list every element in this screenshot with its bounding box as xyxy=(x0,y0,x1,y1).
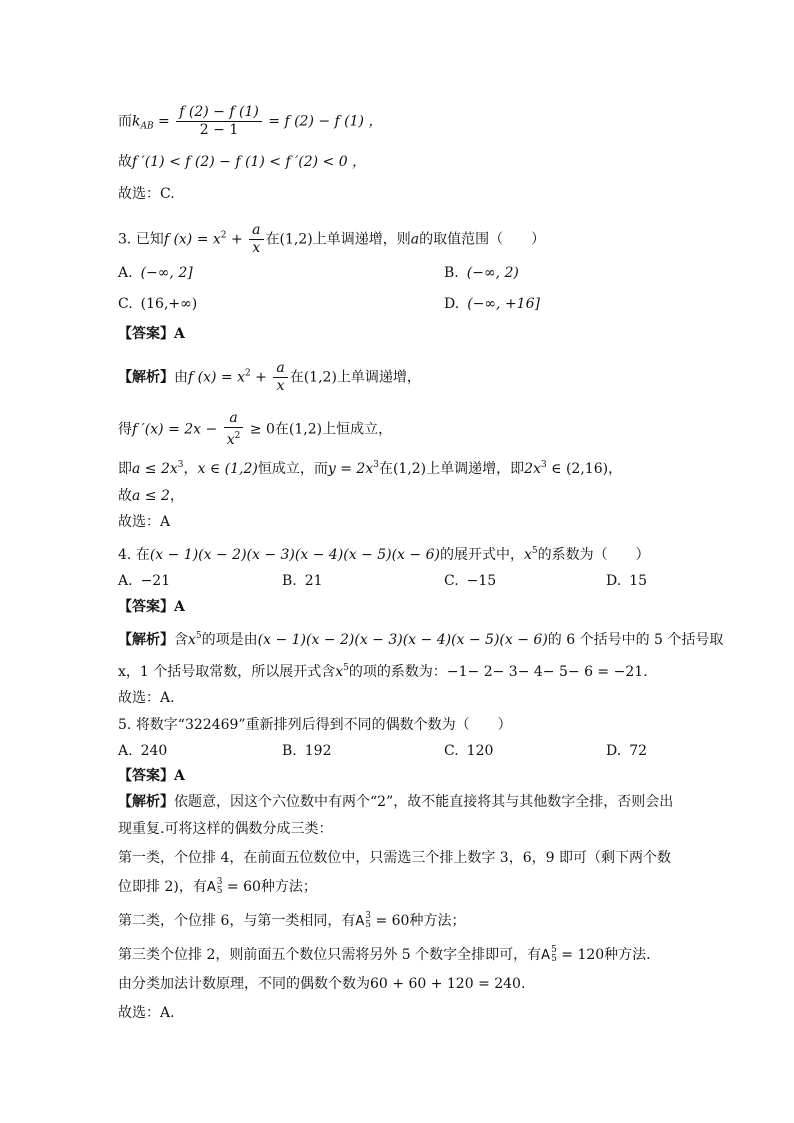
q3-option-b xyxy=(444,263,519,283)
option-value: (−∞, +16] xyxy=(467,296,540,312)
math: x xyxy=(335,664,344,680)
frac-num: a xyxy=(224,410,244,428)
analysis-tag: 【解析】 xyxy=(118,632,174,648)
q5-analysis-6 xyxy=(118,945,651,966)
text: 种方法. xyxy=(604,947,651,963)
q5-stem xyxy=(118,715,512,735)
q3-analysis-3 xyxy=(118,455,622,479)
analysis-tag: 【解析】 xyxy=(118,369,174,386)
option-value: −21 xyxy=(140,573,171,589)
option-label: A. xyxy=(118,265,133,281)
fraction xyxy=(273,360,287,395)
sup: 2 xyxy=(234,431,241,441)
sup: 5 xyxy=(343,663,349,673)
text: 将数字“322469”重新排列后得到不同的偶数个数为（ ） xyxy=(135,717,512,733)
q5-option-c xyxy=(444,741,493,761)
q3-stem xyxy=(118,222,545,257)
option-value: −15 xyxy=(466,573,497,589)
math-sub: AB xyxy=(140,121,154,132)
sup: 3 xyxy=(177,460,184,470)
sup: 2 xyxy=(244,368,251,379)
option-label: D. xyxy=(444,296,460,312)
text: 在 xyxy=(378,461,393,477)
q5-analysis-5 xyxy=(118,911,465,932)
text: 上单调递增，即 xyxy=(426,461,525,477)
math: (1,2) xyxy=(279,231,313,248)
text: ， xyxy=(608,461,623,477)
sup: 5 xyxy=(195,631,202,641)
text: 上恒成立， xyxy=(322,421,393,438)
q3-analysis-4 xyxy=(118,486,184,506)
text: 而 xyxy=(118,113,132,130)
q3-analysis-2 xyxy=(118,410,392,449)
text: 的展开式中， xyxy=(439,547,524,563)
option-label: C. xyxy=(118,296,133,312)
math: + xyxy=(250,369,272,386)
math: a ≤ 2 xyxy=(132,488,170,504)
frac-num: f (2) − f (1) xyxy=(176,104,262,122)
math: f ′(x) = 2x − xyxy=(132,421,222,438)
math: (x − 1)(x − 2)(x − 3)(x − 4)(x − 5)(x − 6) xyxy=(149,547,440,563)
frac-den: x xyxy=(276,378,285,394)
text: 第二类，个位排 6，与第一类相同，有 xyxy=(118,913,356,929)
text: 即 xyxy=(118,461,132,477)
q3-option-c xyxy=(118,294,197,314)
question-number: 3. xyxy=(118,231,132,248)
math: ∈ (2,16) xyxy=(546,461,609,477)
text: 在 xyxy=(265,231,280,248)
option-value: 192 xyxy=(304,743,332,759)
q4-analysis-1 xyxy=(118,626,723,650)
option-value: (−∞, 2] xyxy=(140,265,193,281)
math: x ∈ (1,2) xyxy=(197,461,258,477)
text: 在 xyxy=(135,547,150,563)
text: 含 xyxy=(174,632,188,648)
option-label: B. xyxy=(444,265,459,281)
sup: 5 xyxy=(531,546,538,556)
text: 依题意，因这个六位数中有两个“2”，故不能直接将其与其他数字全排，否则会出 xyxy=(174,794,674,810)
option-label: D. xyxy=(606,573,622,589)
math: = 60 xyxy=(222,879,261,895)
top-line-1 xyxy=(118,104,382,139)
q5-answer xyxy=(118,766,185,786)
text: 位即排 2)，有 xyxy=(118,879,207,895)
option-label: C. xyxy=(444,743,459,759)
option-label: C. xyxy=(444,573,459,589)
q5-analysis-8: 故选：A. xyxy=(118,1005,175,1021)
sup: 3 xyxy=(540,460,547,470)
math: ≥ 0 xyxy=(245,421,275,438)
answer-tag: 【答案】 xyxy=(118,768,174,784)
q5-analysis-1 xyxy=(118,792,673,812)
answer-tag: 【答案】 xyxy=(118,599,174,615)
option-label: B. xyxy=(282,573,297,589)
q4-analysis-3: 故选：A. xyxy=(118,690,175,706)
math: 2x xyxy=(524,461,541,477)
frac-den xyxy=(224,428,244,449)
text: 的项的系数为：−1− 2− 3− 4− 5− 6 = −21. xyxy=(348,664,648,680)
fraction xyxy=(249,222,263,257)
q3-answer xyxy=(118,324,185,344)
q5-option-d xyxy=(606,741,647,761)
math: (1,2) xyxy=(392,461,427,477)
option-label: D. xyxy=(606,743,622,759)
analysis-tag: 【解析】 xyxy=(118,794,174,810)
answer-tag: 【答案】 xyxy=(118,326,174,342)
q3-analysis-5: 故选：A xyxy=(118,514,171,530)
option-value: 240 xyxy=(140,743,168,759)
text: 得 xyxy=(118,421,132,438)
q4-option-a xyxy=(118,571,170,591)
math: (x − 1)(x − 2)(x − 3)(x − 4)(x − 5)(x − 6) xyxy=(257,632,548,648)
sub: 5 xyxy=(365,920,371,930)
sub: 5 xyxy=(216,886,223,896)
option-value: (16,+∞) xyxy=(140,296,198,312)
text: 由分类加法计数原理，不同的偶数个数为 xyxy=(118,976,370,992)
text: ， xyxy=(183,461,198,477)
text: 上单调递增，则 xyxy=(312,231,411,248)
math: (1,2) xyxy=(288,421,323,438)
text: 的项是由 xyxy=(201,632,258,648)
question-number: 5. xyxy=(118,717,132,733)
math: = 60 xyxy=(371,913,410,929)
math: a ≤ 2x xyxy=(132,461,178,477)
fraction xyxy=(176,104,262,139)
sup: 3 xyxy=(373,460,379,470)
text: 已知 xyxy=(135,231,164,248)
fraction xyxy=(224,410,244,449)
text: 种方法； xyxy=(409,913,466,929)
option-label: A. xyxy=(118,573,133,589)
text: 故 xyxy=(118,488,132,504)
math: f (x) = x xyxy=(163,231,221,248)
text: 第三类个位排 2，则前面五个数位只需将另外 5 个数字全排即可，有 xyxy=(118,947,542,963)
math: y = 2x xyxy=(327,461,374,477)
math: x xyxy=(523,547,532,563)
top-line-2 xyxy=(118,152,366,172)
answer-value: A xyxy=(174,326,185,342)
q5-analysis-7 xyxy=(118,974,525,994)
math: + xyxy=(226,231,248,248)
q4-option-d xyxy=(606,571,647,591)
math-A: A xyxy=(541,948,551,963)
text: . xyxy=(520,976,526,992)
text: 在 xyxy=(289,369,304,386)
text: 上单调递增， xyxy=(336,369,421,386)
sup: 3 xyxy=(216,877,223,887)
option-label: A. xyxy=(118,743,133,759)
math-eq: = xyxy=(153,113,175,130)
sup: 5 xyxy=(551,945,557,955)
math: 60 + 60 + 120 = 240 xyxy=(370,976,521,992)
answer-value: A xyxy=(174,768,185,784)
math-k: k xyxy=(132,113,141,130)
text: 的 6 个括号中的 5 个括号取 xyxy=(547,632,724,648)
q5-option-b xyxy=(282,741,331,761)
math: f ′(1) < f (2) − f (1) < f ′(2) < 0 ， xyxy=(132,154,367,170)
q3-analysis-1 xyxy=(118,360,421,395)
math-rest: = f (2) − f (1) ， xyxy=(263,113,383,130)
math: f (x) = x xyxy=(188,369,245,386)
q4-answer xyxy=(118,597,185,617)
text: 由 xyxy=(174,369,188,386)
q4-option-b xyxy=(282,571,323,591)
option-value: (−∞, 2) xyxy=(466,265,519,281)
text: 种方法； xyxy=(260,879,317,895)
q5-analysis-4 xyxy=(118,877,317,898)
q3-option-a xyxy=(118,263,193,283)
text: 的取值范围（ ） xyxy=(419,231,546,248)
math-A: A xyxy=(355,914,365,929)
q5-analysis-2: 现重复.可将这样的偶数分成三类： xyxy=(118,821,333,837)
text: ， xyxy=(169,488,184,504)
text: 在 xyxy=(274,421,289,438)
sup: 2 xyxy=(220,230,227,241)
math: = 120 xyxy=(556,947,605,963)
text: 的系数为（ ） xyxy=(537,547,650,563)
question-number: 4. xyxy=(118,547,132,563)
math: (1,2) xyxy=(303,369,337,386)
option-value: 15 xyxy=(629,573,648,589)
option-value: 120 xyxy=(466,743,494,759)
frac-num: a xyxy=(273,360,287,378)
math-A: A xyxy=(206,880,216,895)
option-label: B. xyxy=(282,743,297,759)
option-value: 21 xyxy=(304,573,323,589)
text: x，1 个括号取常数，所以展开式含 xyxy=(118,664,336,680)
frac-den: 2 − 1 xyxy=(199,122,239,138)
math: x xyxy=(188,632,196,648)
frac-num: a xyxy=(249,222,263,240)
sub: 5 xyxy=(551,954,557,964)
q5-analysis-3: 第一类，个位排 4，在前面五位数位中，只需选三个排上数字 3，6，9 即可（剩下两个数 xyxy=(118,850,671,866)
sup: 3 xyxy=(365,911,371,921)
text: 故 xyxy=(118,154,132,170)
math: a xyxy=(410,231,420,248)
option-value: 72 xyxy=(629,743,648,759)
frac-den: x xyxy=(252,240,261,256)
den-x: x xyxy=(226,432,235,448)
top-line-3: 故选：C. xyxy=(118,186,175,202)
answer-value: A xyxy=(174,599,185,615)
q3-option-d xyxy=(444,294,540,314)
q4-option-c xyxy=(444,571,496,591)
q4-analysis-2 xyxy=(118,658,648,682)
text: 恒成立，而 xyxy=(257,461,328,477)
q4-stem xyxy=(118,541,650,565)
q5-option-a xyxy=(118,741,167,761)
